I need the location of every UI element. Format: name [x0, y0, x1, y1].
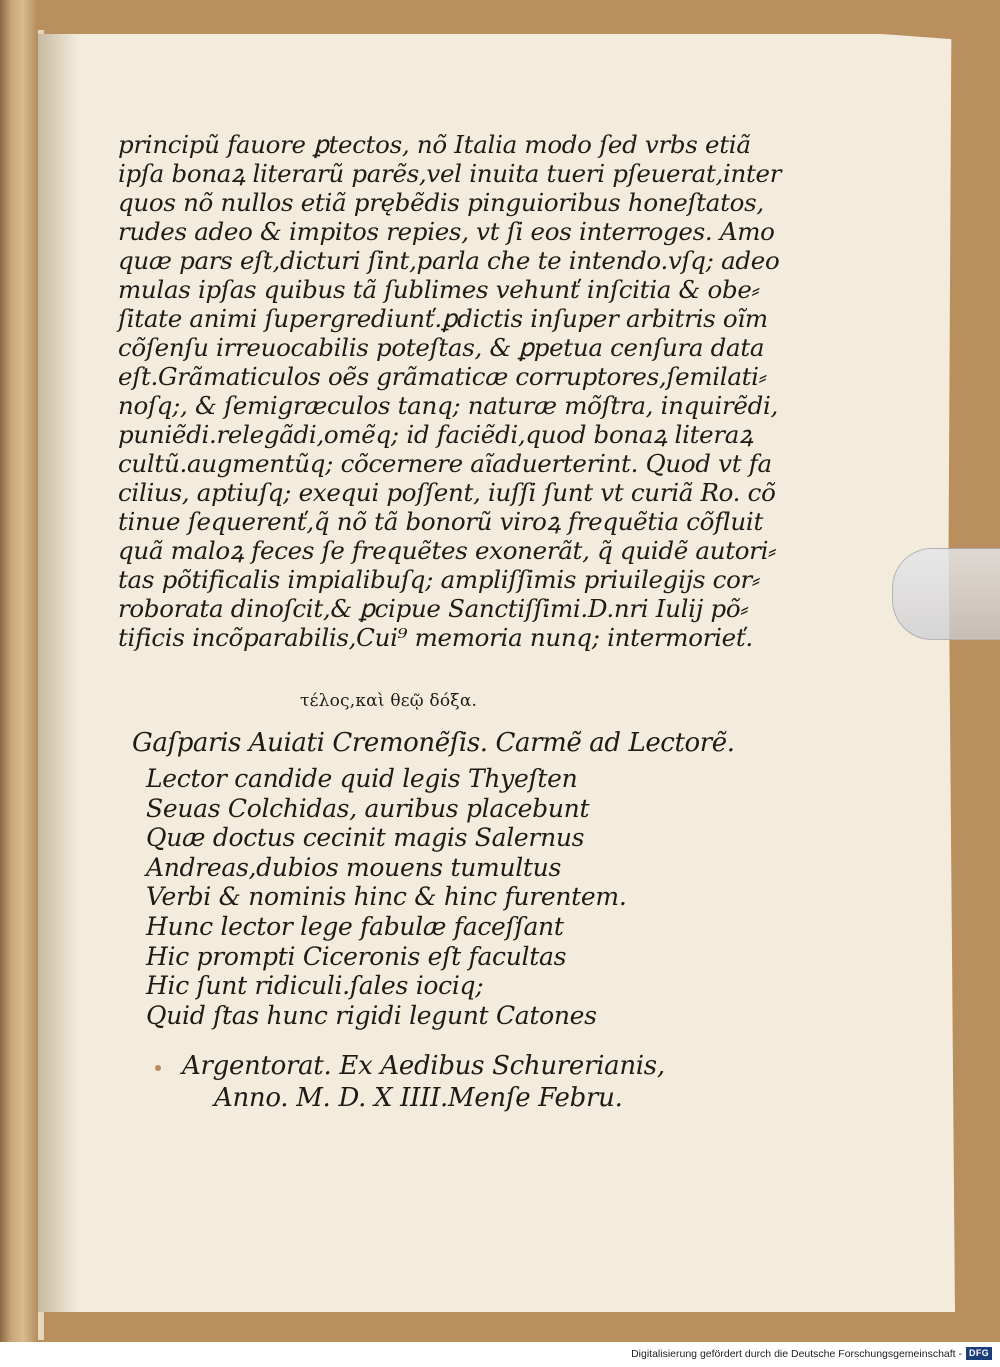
page-gutter-shadow [38, 34, 78, 1312]
colophon-line: Argentorat. Ex Aedibus Schurerianis, [182, 1051, 665, 1081]
poem-line: Hic ſunt ridiculi.ſales iociq; [146, 971, 484, 1001]
colophon-line: Anno. M. D. X IIII.Menſe Febru. [214, 1083, 623, 1113]
poem-line: Hic prompti Ciceronis eſt facultas [146, 941, 567, 971]
poem-line: Lector candide quid legis Thyeſten [146, 764, 578, 793]
greek-closing-line: τέλος,καὶ θεῷ δόξα. [300, 691, 478, 711]
prose-line: eſt.Grãmaticulos oẽs grãmaticæ corruptores,ſemilati⸗ [118, 362, 767, 391]
prose-line: puniẽdi.relegãdi,omẽq; id faciẽdi,quod bonaꝝ literaꝝ [118, 420, 753, 449]
prose-line: tas põtificalis impialibuſq; ampliſſimis priuilegijs cor⸗ [118, 565, 760, 594]
prose-line: tificis incõparabilis,Cui⁹ memoria nunq; intermorieť. [118, 623, 753, 652]
prose-line: cõſenſu irreuocabilis poteſtas, & ꝑpetua cenſura data [118, 333, 765, 362]
plastic-page-clip [892, 548, 1000, 640]
poem-line: Seuas Colchidas, auribus placebunt [146, 793, 590, 823]
prose-line: principũ fauore ꝑtectos, nõ Italia modo ſed vrbs etiã [118, 130, 751, 159]
poem-block [146, 764, 626, 1030]
digitization-credit: Digitalisierung gefördert durch die Deutsche Forschungsgemeinschaft - [631, 1348, 962, 1360]
colophon [182, 1050, 665, 1114]
prose-line: mulas ipſas quibus tã ſublimes vehunť inſcitia & obe⸗ [118, 275, 760, 304]
prose-line: roborata dinoſcit,& ꝑcipue Sanctiſſimi.D.nri Iulij põ⸗ [118, 594, 749, 623]
prose-line: ipſa bonaꝝ literarũ parẽs,vel inuita tueri pſeuerat,inter [118, 159, 782, 188]
dfg-logo: DFG [966, 1347, 992, 1360]
prose-line: quæ pars eſt,dicturi ſint,parla che te intendo.vſq; adeo [118, 246, 780, 275]
prose-line: ſitate animi ſupergrediunť.ꝑdictis inſuper arbitris oĩm [118, 304, 768, 333]
binding-edge [0, 0, 38, 1342]
prose-block [118, 130, 782, 652]
prose-line: quos nõ nullos etiã prębẽdis pinguioribus honeſtatos, [118, 188, 764, 217]
prose-line: quã maloꝝ feces ſe frequẽtes exonerãt, q̃ quidẽ autori⸗ [118, 536, 776, 565]
poem-line: Verbi & nominis hinc & hinc furentem. [146, 882, 627, 912]
prose-line: noſq;, & ſemigræculos tanq; naturæ mõſtra, inquirẽdi, [118, 391, 779, 420]
poem-heading: Gaſparis Auiati Cremonẽſis. Carmẽ ad Lectorẽ. [132, 728, 735, 758]
ink-dot-mark [155, 1065, 161, 1071]
prose-line: cilius, aptiuſq; exequi poſſent, iuſſi ſunt vt curiã Ro. cõ [118, 478, 776, 507]
poem-line: Andreas,dubios mouens tumultus [146, 852, 561, 882]
poem-line: Quid ſtas hunc rigidi legunt Catones [146, 1000, 597, 1030]
poem-line: Quæ doctus cecinit magis Salernus [146, 823, 585, 853]
prose-line: cultũ.augmentũq; cõcernere aĩaduerterint. Quod vt fa [118, 449, 772, 478]
poem-line: Hunc lector lege fabulæ faceſſant [146, 911, 564, 941]
prose-line: tinue ſequerenť,q̃ nõ tã bonorũ viroꝝ frequẽtia cõfluit [118, 507, 763, 536]
prose-line: rudes adeo & impitos repies, vt ſi eos interroges. Amo [118, 217, 775, 246]
